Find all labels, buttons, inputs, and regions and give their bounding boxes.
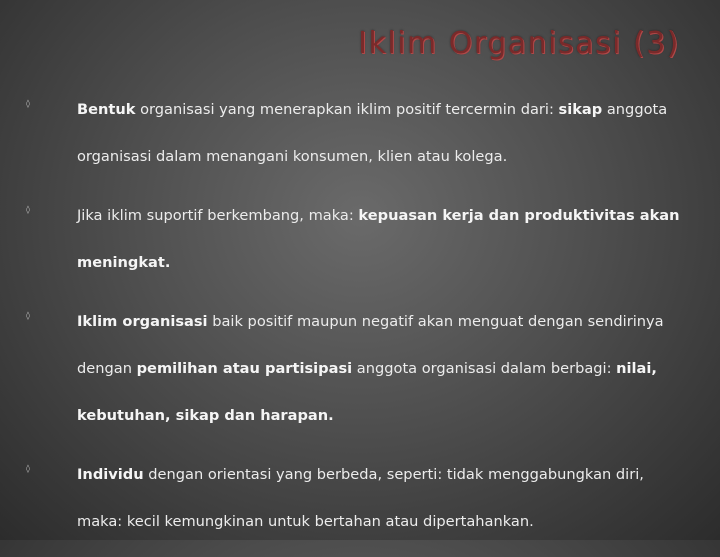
bullet-text-bold: Iklim organisasi [77, 313, 208, 330]
bullet-text-bold: Bentuk [77, 101, 136, 118]
bullet-item [26, 298, 690, 439]
bullet-text-run: baik positif maupun negatif akan menguat dengan sendirinya dengan [77, 313, 664, 377]
bullet-marker-icon: ◊ [26, 464, 30, 473]
bullet-marker-icon: ◊ [26, 311, 30, 320]
bullet-text-bold: sikap [558, 101, 603, 118]
bullet-text [77, 298, 690, 439]
slide-title: Iklim Organisasi (3) [358, 26, 680, 61]
bullet-list [26, 86, 690, 557]
bullet-text [77, 451, 690, 545]
bullet-item [26, 86, 690, 180]
bullet-marker-icon: ◊ [26, 205, 30, 214]
bullet-text [77, 86, 690, 180]
bullet-text [77, 192, 690, 286]
bullet-text-bold: pemilihan atau partisipasi [136, 360, 353, 377]
bullet-item [26, 451, 690, 545]
bullet-marker-icon: ◊ [26, 99, 30, 108]
bullet-text-run: anggota organisasi dalam menangani konsumen, klien atau kolega. [77, 101, 668, 165]
bullet-text-run: dengan orientasi yang berbeda, seperti: tidak menggabungkan diri, maka: kecil kemungkinan untuk bertahan atau dipertahankan. [77, 466, 644, 530]
bullet-text-run: organisasi yang menerapkan iklim positif tercermin dari: [135, 101, 559, 118]
bullet-text-run: anggota organisasi dalam berbagi: [352, 360, 617, 377]
bullet-text-run: Jika iklim suportif berkembang, maka: [77, 207, 359, 224]
bullet-text-bold: nilai, kebutuhan, sikap dan harapan. [77, 360, 657, 424]
bullet-text-bold: kepuasan kerja dan produktivitas akan meningkat. [77, 207, 680, 271]
bullet-item [26, 192, 690, 286]
bullet-text-bold: Individu [77, 466, 144, 483]
